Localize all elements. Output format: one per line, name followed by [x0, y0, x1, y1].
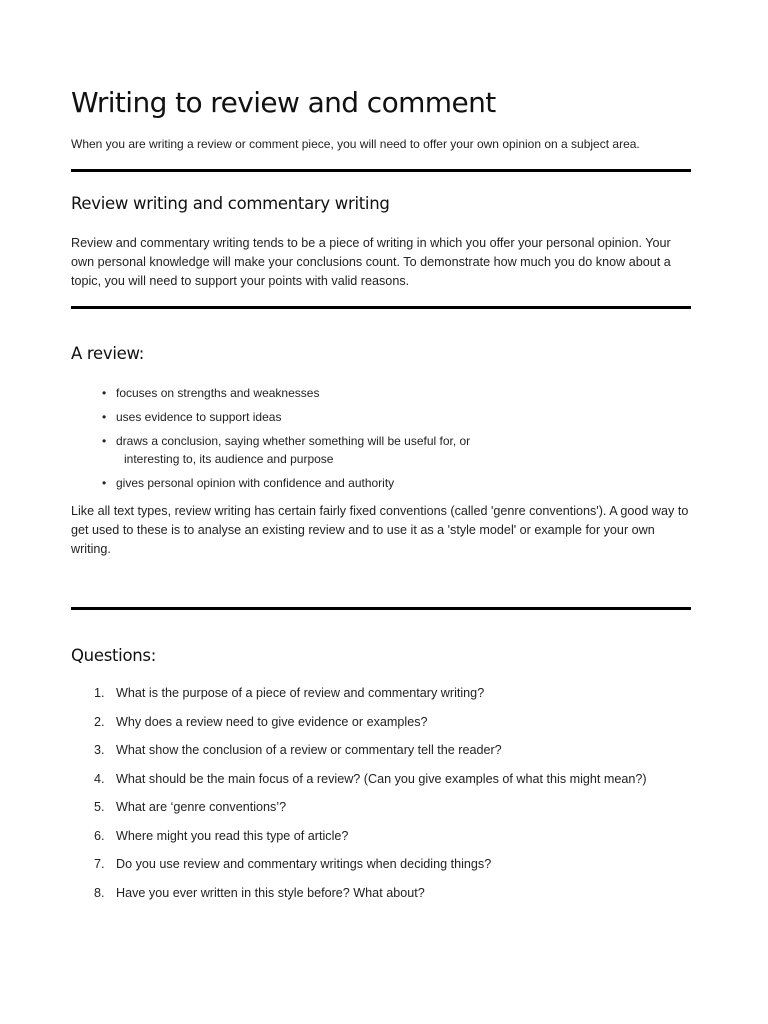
question-number: 4. [94, 771, 105, 786]
question-text: Do you use review and commentary writings when deciding things? [116, 857, 492, 871]
bullet-text: gives personal opinion with confidence and authority [116, 476, 395, 490]
bullet-text-continued: interesting to, its audience and purpose [124, 452, 334, 466]
section-heading-a-review: A review: [71, 344, 145, 363]
bullet-text: draws a conclusion, saying whether something will be useful for, or [116, 434, 471, 448]
question-text: What should be the main focus of a review? (Can you give examples of what this might mean?) [116, 771, 647, 786]
bullet-icon: • [102, 434, 107, 448]
review-bullet-list [71, 384, 470, 498]
intro-text: When you are writing a review or comment piece, you will need to offer your own opinion on a subject area. [71, 137, 640, 151]
question-text: Why does a review need to give evidence or examples? [116, 714, 428, 729]
section-divider [71, 607, 691, 610]
bullet-text: uses evidence to support ideas [116, 410, 282, 424]
question-text: What is the purpose of a piece of review and commentary writing? [116, 686, 485, 700]
section-divider [71, 169, 691, 172]
list-item [71, 474, 470, 492]
question-number: 5. [94, 800, 105, 814]
question-number: 7. [94, 857, 105, 871]
bullet-text: focuses on strengths and weaknesses [116, 386, 320, 400]
section-paragraph-review-commentary: Review and commentary writing tends to be a piece of writing in which you offer your personal opinion. Your own personal knowledge will make your conclusions count. To demonstrate how much you do know about a topic, you will need to support your points with valid reasons. [71, 236, 671, 288]
question-text: What show the conclusion of a review or commentary tell the reader? [116, 743, 502, 757]
bullet-icon: • [102, 410, 107, 424]
section-heading-questions: Questions: [71, 646, 156, 665]
question-text: Have you ever written in this style before? What about? [116, 885, 425, 900]
list-item [71, 384, 470, 402]
section-paragraph-conventions: Like all text types, review writing has certain fairly fixed conventions (called 'genre conventions'). A good way to get used to these is to analyse an existing review and to use it as a 'style model' or example for your own writing. [71, 504, 689, 556]
question-text: Where might you read this type of article? [116, 828, 349, 843]
list-item [71, 432, 470, 468]
question-number: 6. [94, 828, 105, 843]
question-number: 3. [94, 743, 105, 757]
section-divider [71, 306, 691, 309]
bullet-icon: • [102, 476, 107, 490]
question-number: 2. [94, 714, 105, 729]
question-number: 8. [94, 885, 105, 900]
page-title: Writing to review and comment [71, 86, 496, 119]
section-heading-review-commentary: Review writing and commentary writing [71, 194, 390, 213]
bullet-icon: • [102, 386, 107, 400]
question-text: What are ‘genre conventions’? [116, 800, 287, 814]
list-item [71, 408, 470, 426]
question-number: 1. [94, 686, 105, 700]
